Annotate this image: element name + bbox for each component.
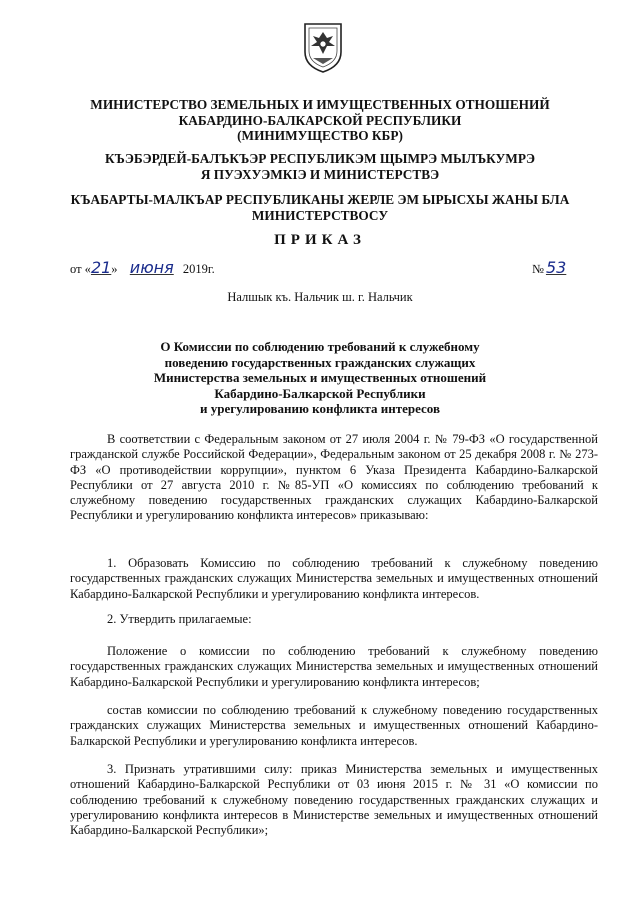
ministry-kab-line2: Я ПУЭХУЭМКIЭ И МИНИСТЕРСТВЭ: [200, 166, 440, 182]
item-1-paragraph: 1. Образовать Комиссию по соблюдению требований к служебному поведению государственных гражданских служащих Министерства земельных и имущественных отношений Кабардино-Балкарской Республики и урегулированию конфликта интересов.: [70, 556, 598, 601]
coat-of-arms-icon: [301, 18, 345, 74]
regulation-paragraph: Положение о комиссии по соблюдению требований к служебному поведению государственных гражданских служащих Министерства земельных и имущественных отношений Кабардино-Балкарской Республики и урегулированию конфликта интересов;: [70, 644, 598, 689]
date-day: 21: [90, 258, 112, 277]
date-month: июня: [129, 258, 174, 277]
subject-line: и урегулированию конфликта интересов: [199, 401, 440, 416]
ministry-balk-line1: КЪАБАРТЫ-МАЛКЪАР РЕСПУБЛИКАНЫ ЖЕРЛЕ ЭМ ЫРЫСХЫ ЖАНЫ БЛА: [70, 192, 570, 207]
subject-line: Кабардино-Балкарской Республики: [214, 385, 426, 401]
subject-line: поведению государственных гражданских служащих: [164, 354, 476, 370]
number-value: 53: [545, 258, 567, 277]
ministry-ru-short: (МИНИМУЩЕСТВО КБР): [237, 128, 403, 143]
ministry-ru-line1: МИНИСТЕРСТВО ЗЕМЕЛЬНЫХ И ИМУЩЕСТВЕННЫХ ОТНОШЕНИЙ: [90, 97, 550, 112]
order-subject: [0, 339, 640, 417]
order-number: [532, 258, 578, 277]
ministry-balk-line2: МИНИСТЕРСТВОСУ: [251, 207, 389, 223]
issue-place: Налшык къ. Нальчик ш. г. Нальчик: [227, 290, 413, 304]
number-label: №: [532, 262, 544, 276]
page-title: ПРИКАЗ: [274, 232, 366, 248]
item-3-paragraph: 3. Признать утратившими силу: приказ Министерства земельных и имущественных отношений Кабардино-Балкарской Республики от 03 июня 2015 г. № 31 «О комиссии по соблюдению требований к служебному поведению государственных гражданских служащих и урегулированию конфликта интересов в Министерстве земельных и имущественных отношений Кабардино-Балкарской Республики»;: [70, 762, 598, 838]
subject-line: О Комиссии по соблюдению требований к служебному: [160, 339, 480, 354]
date-quote: »: [111, 262, 118, 276]
date-prefix: от «: [70, 262, 91, 276]
ministry-name-balk: [0, 192, 640, 223]
composition-paragraph: состав комиссии по соблюдению требований к служебному поведению государственных гражданских служащих Министерства земельных и имущественных отношений Кабардино-Балкарской Республики и урегулированию конфликта интересов.: [70, 703, 598, 748]
preamble-paragraph: В соответствии с Федеральным законом от 27 июля 2004 г. № 79-ФЗ «О государственной гражданской службе Российской Федерации», Федеральным законом от 25 декабря 2008 г. № 273-ФЗ «О противодействии коррупции», пунктом 6 Указа Президента Кабардино-Балкарской Республики от 27 августа 2010 г. №85-УП «О комиссиях по соблюдению требований к служебному поведению государственных гражданских служащих Кабардино-Балкарской Республики и урегулированию конфликта интересов» приказываю:: [70, 432, 598, 523]
ministry-ru-line2: КАБАРДИНО-БАЛКАРСКОЙ РЕСПУБЛИКИ: [178, 112, 462, 128]
item-2-paragraph: 2. Утвердить прилагаемые:: [107, 612, 252, 626]
order-date: [70, 258, 215, 277]
ministry-name-ru: [0, 97, 640, 144]
subject-line: Министерства земельных и имущественных отношений: [153, 370, 487, 385]
ministry-kab-line1: КЪЭБЭРДЕЙ-БАЛЪКЪЭР РЕСПУБЛИКЭМ ЩЫМРЭ МЫЛЪКУМРЭ: [105, 151, 535, 166]
date-year: 2019г.: [182, 262, 215, 276]
ministry-name-kab: [0, 151, 640, 182]
